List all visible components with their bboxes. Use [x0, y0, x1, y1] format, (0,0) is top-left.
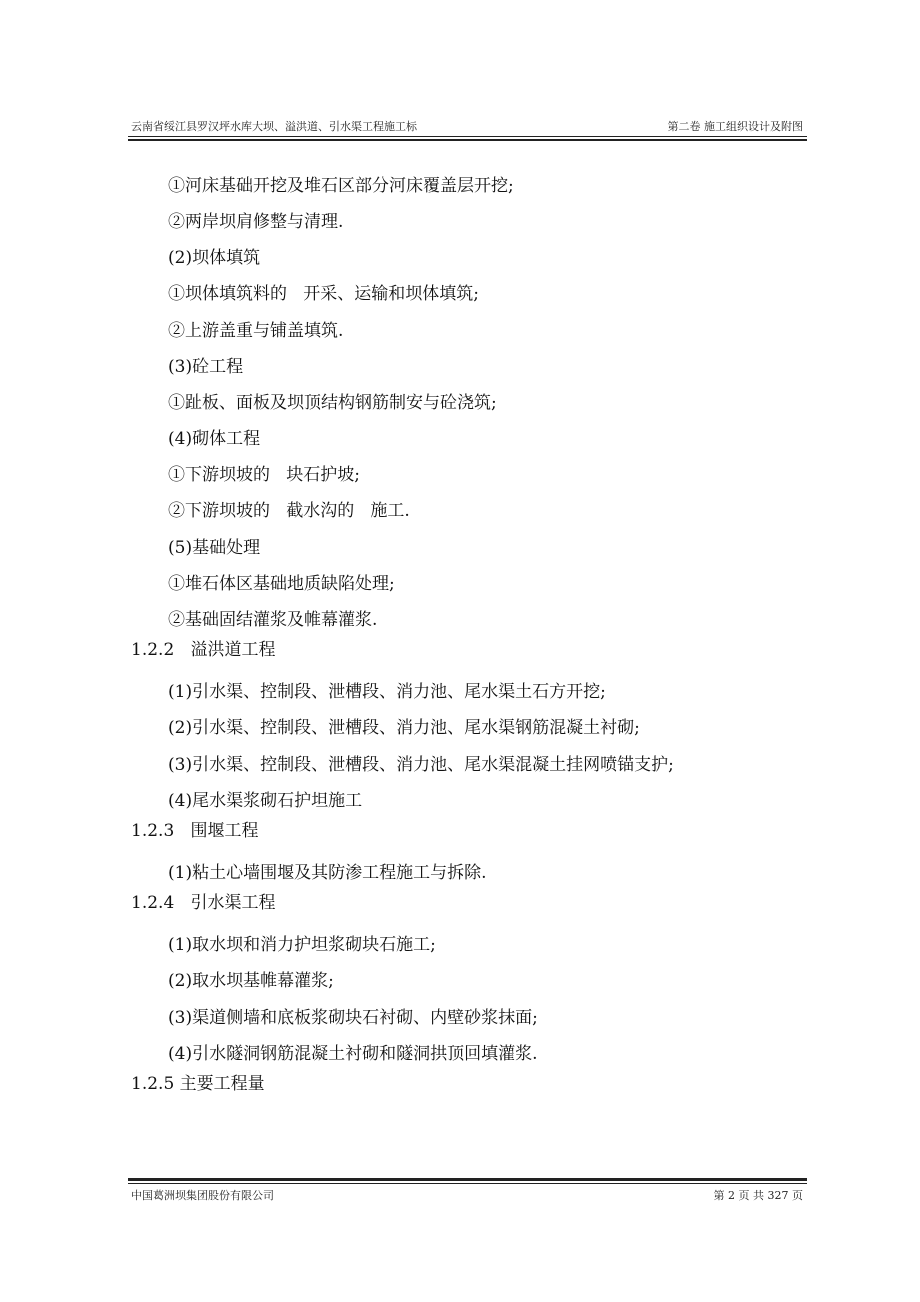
section-heading: 1.2.3 围堰工程 — [131, 821, 259, 841]
footer-page-number: 第 2 页 共 327 页 — [713, 1189, 803, 1202]
body-line: (1)引水渠、控制段、泄槽段、消力池、尾水渠土石方开挖; — [168, 682, 606, 702]
section-item-heading: (5)基础处理 — [168, 538, 261, 558]
footer-divider-thin — [128, 1183, 807, 1184]
body-line: (2)取水坝基帷幕灌浆; — [168, 971, 334, 991]
body-line: ①坝体填筑料的 开采、运输和坝体填筑; — [168, 284, 479, 304]
body-line: ①趾板、面板及坝顶结构钢筋制安与砼浇筑; — [168, 393, 497, 413]
section-heading: 1.2.5 主要工程量 — [131, 1074, 265, 1094]
body-line: (2)引水渠、控制段、泄槽段、消力池、尾水渠钢筋混凝土衬砌; — [168, 718, 640, 738]
body-line: ②两岸坝肩修整与清理. — [168, 212, 344, 232]
body-line: ①下游坝坡的 块石护坡; — [168, 465, 360, 485]
body-line: ②基础固结灌浆及帷幕灌浆. — [168, 610, 378, 630]
body-line: ①堆石体区基础地质缺陷处理; — [168, 574, 395, 594]
section-item-heading: (2)坝体填筑 — [168, 248, 261, 268]
body-line: (3)引水渠、控制段、泄槽段、消力池、尾水渠混凝土挂网喷锚支护; — [168, 755, 674, 775]
body-line: ②下游坝坡的 截水沟的 施工. — [168, 501, 410, 521]
section-heading: 1.2.4 引水渠工程 — [131, 893, 276, 913]
body-line: (4)引水隧洞钢筋混凝土衬砌和隧洞拱顶回填灌浆. — [168, 1044, 538, 1064]
footer-company-name: 中国葛洲坝集团股份有限公司 — [131, 1189, 274, 1202]
section-item-heading: (4)砌体工程 — [168, 429, 261, 449]
header-divider-thick — [128, 139, 807, 141]
header-project-title: 云南省绥江县罗汉坪水库大坝、溢洪道、引水渠工程施工标 — [131, 120, 417, 133]
section-item-heading: (3)砼工程 — [168, 357, 244, 377]
section-heading: 1.2.2 溢洪道工程 — [131, 640, 276, 660]
body-line: ①河床基础开挖及堆石区部分河床覆盖层开挖; — [168, 176, 514, 196]
body-line: (3)渠道侧墙和底板浆砌块石衬砌、内壁砂浆抹面; — [168, 1008, 538, 1028]
body-line: (1)取水坝和消力护坦浆砌块石施工; — [168, 935, 436, 955]
body-line: ②上游盖重与铺盖填筑. — [168, 321, 344, 341]
footer-divider-thick — [128, 1178, 807, 1181]
header-divider-thin — [128, 136, 807, 137]
body-line: (1)粘土心墙围堰及其防渗工程施工与拆除. — [168, 863, 487, 883]
body-line: (4)尾水渠浆砌石护坦施工 — [168, 791, 363, 811]
header-volume-title: 第二卷 施工组织设计及附图 — [667, 120, 803, 133]
